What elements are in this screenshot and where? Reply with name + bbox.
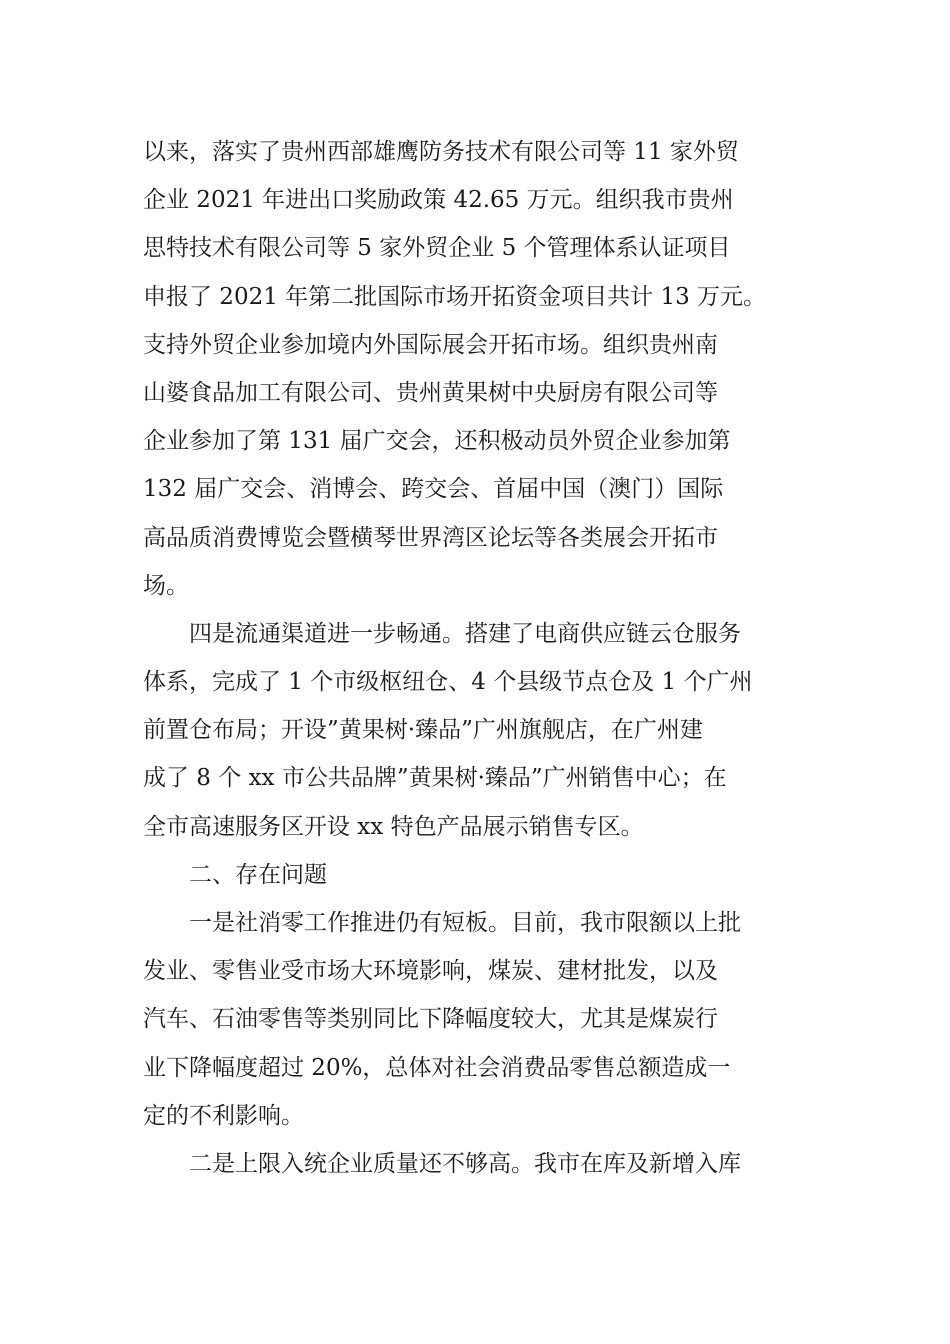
text-line: 发业、零售业受市场大环境影响，煤炭、建材批发，以及 <box>143 958 718 985</box>
text-line: 汽车、石油零售等类别同比下降幅度较大，尤其是煤炭行 <box>143 1006 718 1033</box>
text-line: 思特技术有限公司等 5 家外贸企业 5 个管理体系认证项目 <box>143 235 731 262</box>
text-line: 二、存在问题 <box>189 861 327 888</box>
text-line: 成了 8 个 xx 市公共品牌”黄果树·臻品”广州销售中心；在 <box>143 765 727 792</box>
text-line: 132 届广交会、消博会、跨交会、首届中国（澳门）国际 <box>143 476 724 503</box>
text-line: 企业 2021 年进出口奖励政策 42.65 万元。组织我市贵州 <box>143 187 734 214</box>
text-line: 企业参加了第 131 届广交会，还积极动员外贸企业参加第 <box>143 428 731 455</box>
text-line: 定的不利影响。 <box>143 1102 304 1129</box>
text-line: 场。 <box>143 572 189 599</box>
text-line: 业下降幅度超过 20%，总体对社会消费品零售总额造成一 <box>143 1054 731 1081</box>
text-line: 四是流通渠道进一步畅通。搭建了电商供应链云仓服务 <box>189 620 741 647</box>
document-body <box>143 128 815 1188</box>
text-line: 前置仓布局；开设”黄果树·臻品”广州旗舰店，在广州建 <box>143 717 703 744</box>
text-line: 高品质消费博览会暨横琴世界湾区论坛等各类展会开拓市 <box>143 524 718 551</box>
text-line: 申报了 2021 年第二批国际市场开拓资金项目共计 13 万元。 <box>143 283 767 310</box>
text-line: 山婆食品加工有限公司、贵州黄果树中央厨房有限公司等 <box>143 379 718 406</box>
text-line: 二是上限入统企业质量还不够高。我市在库及新增入库 <box>189 1150 741 1177</box>
paragraph-p3 <box>143 851 815 899</box>
paragraph-p2 <box>143 610 815 851</box>
text-line: 支持外贸企业参加境内外国际展会开拓市场。组织贵州南 <box>143 331 718 358</box>
paragraph-p1 <box>143 128 815 610</box>
paragraph-p4 <box>143 899 815 1140</box>
paragraph-p5 <box>143 1140 815 1188</box>
text-line: 以来，落实了贵州西部雄鹰防务技术有限公司等 11 家外贸 <box>143 139 739 165</box>
text-line: 一是社消零工作推进仍有短板。目前，我市限额以上批 <box>189 910 741 936</box>
text-line: 体系，完成了 1 个市级枢纽仓、4 个县级节点仓及 1 个广州 <box>143 669 753 696</box>
text-line: 全市高速服务区开设 xx 特色产品展示销售专区。 <box>143 813 644 840</box>
